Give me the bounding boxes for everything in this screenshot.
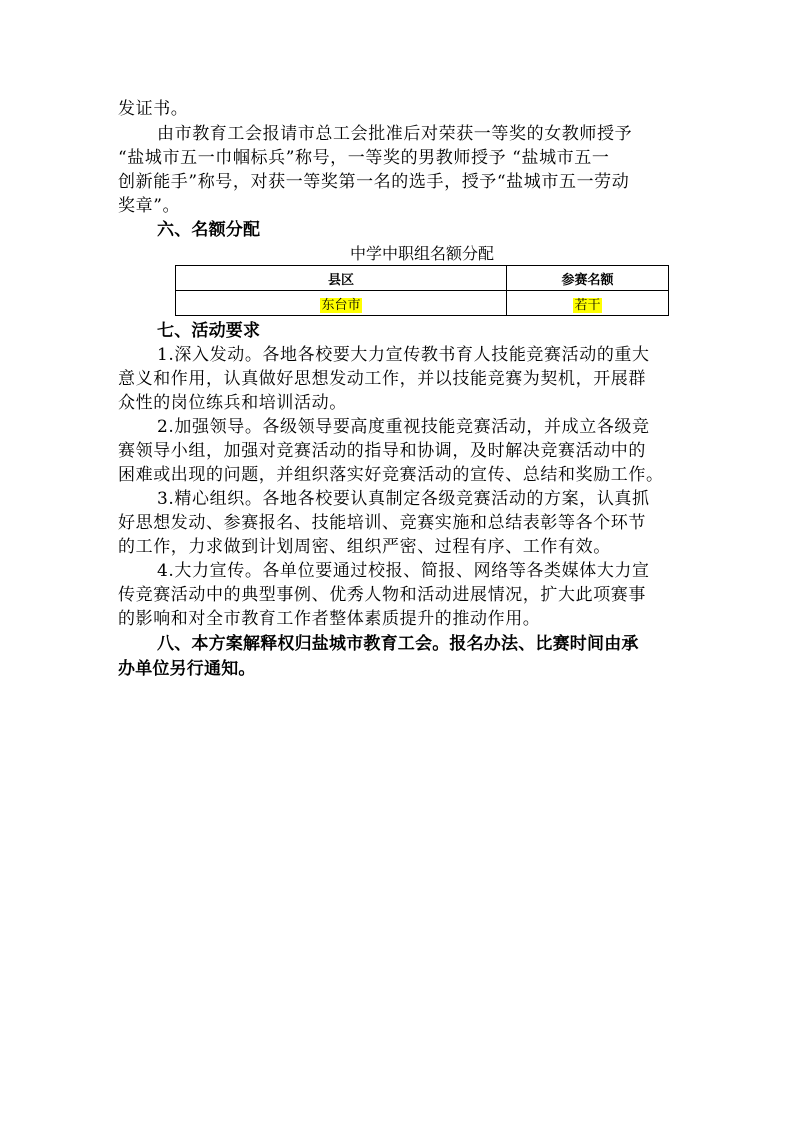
item4-line-3: 的影响和对全市教育工作者整体素质提升的推动作用。: [118, 609, 541, 629]
section-heading-7: 七、活动要求: [157, 321, 261, 341]
item3-line-2: 好思想发动、参赛报名、技能培训、竞赛实施和总结表彰等各个环节: [118, 513, 646, 533]
table-caption: 中学中职组名额分配: [349, 244, 494, 263]
item1-line-1: 1.深入发动。各地各校要大力宣传教书育人技能竞赛活动的重大: [157, 345, 650, 365]
item3-line-3: 的工作，力求做到计划周密、组织严密、过程有序、工作有效。: [118, 537, 611, 557]
cell-quota: [507, 291, 669, 316]
region-value: 东台市: [321, 297, 361, 313]
item2-line-2: 赛领导小组，加强对竞赛活动的指导和协调，及时解决竞赛活动中的: [118, 441, 646, 461]
quota-table: [175, 265, 669, 316]
header-region: 县区: [176, 266, 507, 291]
honors-line-1: 由市教育工会报请市总工会批准后对荣获一等奖的女教师授予: [157, 124, 633, 144]
honors-line-4: 奖章”。: [118, 196, 181, 216]
section-8-line-2: 办单位另行通知。: [118, 659, 256, 679]
item1-line-2: 意义和作用，认真做好思想发动工作，并以技能竞赛为契机，开展群: [118, 369, 646, 389]
item1-line-3: 众性的岗位练兵和培训活动。: [118, 393, 347, 413]
item3-line-1: 3.精心组织。各地各校要认真制定各级竞赛活动的方案，认真抓: [157, 489, 650, 509]
item2-line-1: 2.加强领导。各级领导要高度重视技能竞赛活动，并成立各级竞: [157, 417, 650, 437]
item4-line-2: 传竞赛活动中的典型事例、优秀人物和活动进展情况，扩大此项赛事: [118, 585, 646, 605]
honors-line-2: “盐城市五一巾帼标兵”称号，一等奖的男教师授予 “盐城市五一: [118, 148, 610, 168]
item2-line-3: 困难或出现的问题，并组织落实好竞赛活动的宣传、总结和奖励工作。: [118, 465, 664, 485]
quota-value: 若干: [574, 297, 601, 313]
paragraph-fragment: 发证书。: [118, 99, 189, 119]
item4-line-1: 4.大力宣传。各单位要通过校报、简报、网络等各类媒体大力宣: [157, 561, 650, 581]
section-heading-6: 六、名额分配: [157, 220, 261, 240]
cell-region: [176, 291, 507, 316]
table-header-row: [176, 266, 669, 291]
section-8-line-1: 八、本方案解释权归盐城市教育工会。报名办法、比赛时间由承: [157, 634, 639, 654]
honors-line-3: 创新能手”称号，对获一等奖第一名的选手，授予“盐城市五一劳动: [118, 172, 630, 192]
header-quota: 参赛名额: [507, 266, 669, 291]
table-row: [176, 291, 669, 316]
